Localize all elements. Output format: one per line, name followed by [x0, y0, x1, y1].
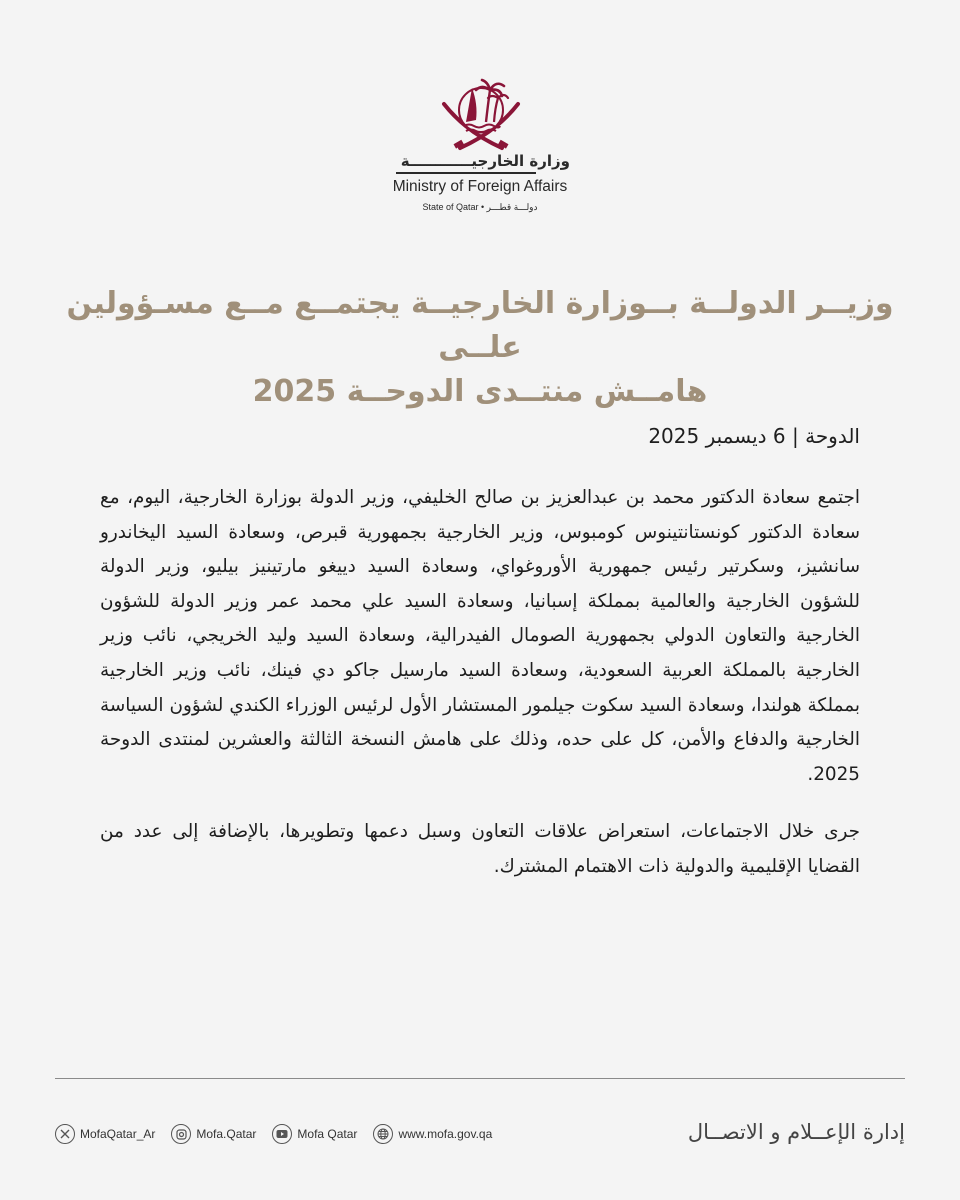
globe-icon — [373, 1124, 393, 1144]
social-links — [55, 1122, 508, 1146]
ministry-name-english: Ministry of Foreign Affairs — [392, 178, 568, 195]
body-paragraph-1: اجتمع سعادة الدكتور محمد بن عبدالعزيز بن صالح الخليفي، وزير الدولة بوزارة الخارجية، اليوم، مع سعادة الدكتور كونستانتينوس كومبوس، وزير الخارجية بجمهورية قبرص، وسعادة السيد اليخاندرو سانشيز، وسكرتير رئيس جمهورية الأوروغواي، وسعادة السيد دييغو مارتينيز بيليو، وزير الدولة للشؤون الخارجية والعالمية بمملكة إسبانيا، وسعادة السيد علي محمد عمر وزير الدولة للشؤون الخارجية والتعاون الدولي بجمهورية الصومال الفيدرالية، وسعادة السيد وليد الخريجي، نائب وزير الخارجية بالمملكة العربية السعودية، وسعادة السيد مارسيل جاكو دي فينك، نائب وزير الخارجية بمملكة هولندا، وسعادة السيد سكوت جيلمور المستشار الأول لرئيس الوزراء الكندي لشؤون السياسة الخارجية والدفاع والأمن، كل على حده، وذلك على هامش النسخة الثالثة والعشرين لمنتدى الدوحة 2025. — [100, 487, 860, 785]
social-label: Mofa.Qatar — [196, 1127, 257, 1141]
x-icon — [55, 1124, 75, 1144]
department-name: إدارة الإعــلام و الاتصــال — [687, 1120, 905, 1144]
social-label: MofaQatar_Ar — [80, 1127, 156, 1141]
body-paragraph-2: جرى خلال الاجتماعات، استعراض علاقات التعاون وسبل دعمها وتطويرها، بالإضافة إلى عدد من القضايا الإقليمية والدولية ذات الاهتمام المشترك. — [100, 821, 860, 877]
social-label: www.mofa.gov.qa — [398, 1127, 493, 1141]
dateline: الدوحة | 6 ديسمبر 2025 — [648, 424, 860, 448]
logo-underline — [396, 172, 536, 174]
ministry-name-arabic: وزارة الخارجيــــــــــــة — [400, 152, 570, 170]
title-line-2: هامــش منتــدى الدوحــة 2025 — [252, 374, 708, 409]
youtube-icon — [272, 1124, 292, 1144]
social-link-youtube[interactable] — [272, 1124, 357, 1144]
page-title — [60, 282, 900, 414]
state-of-qatar-label: State of Qatar • دولـــة قطـــر — [422, 202, 538, 212]
social-link-x[interactable] — [55, 1124, 155, 1144]
ministry-logo — [360, 152, 600, 222]
footer-divider — [55, 1078, 905, 1079]
qatar-emblem-icon — [436, 70, 526, 154]
social-link-website[interactable] — [373, 1124, 492, 1144]
instagram-icon — [171, 1124, 191, 1144]
social-link-instagram[interactable] — [171, 1124, 256, 1144]
social-label: Mofa Qatar — [297, 1127, 358, 1141]
title-line-1: وزيــر الدولــة بــوزارة الخارجيــة يجتمــع مــع مسـؤولين علــى — [66, 286, 894, 365]
